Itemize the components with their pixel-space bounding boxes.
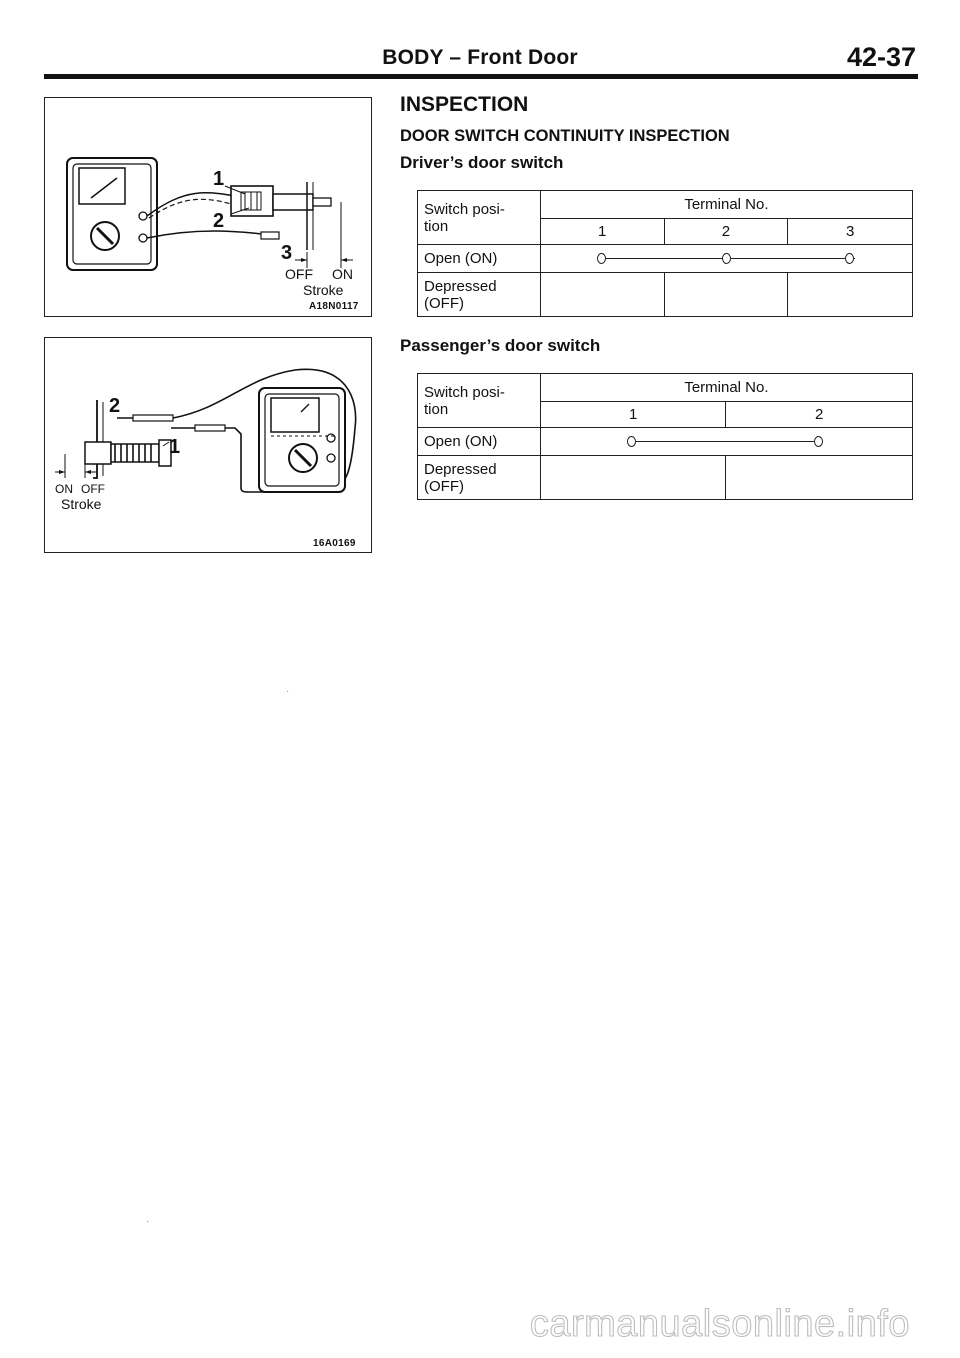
terminal-1-circle: [627, 436, 636, 447]
depressed-terminal-1: [540, 273, 664, 317]
subsection-title: DOOR SWITCH CONTINUITY INSPECTION: [400, 127, 730, 145]
terminal-1: 1: [540, 219, 664, 245]
continuity-line: [633, 441, 823, 442]
tester-illustration-2: [45, 338, 373, 554]
callout-2: 2: [213, 210, 225, 232]
figure-drivers-switch: [44, 97, 372, 317]
row-open-on: Open (ON): [418, 245, 541, 273]
callout-3: 3: [281, 242, 293, 264]
row-depressed-off: Depressed (OFF): [418, 273, 541, 317]
figure-code: 16A0169: [313, 538, 356, 549]
depressed-terminal-1: [540, 456, 726, 500]
terminal-2-circle: [814, 436, 823, 447]
figure-passengers-switch: [44, 337, 372, 553]
page-number: 42-37: [846, 42, 916, 72]
passengers-switch-table: [417, 373, 913, 500]
header-switch-position: Switch posi- tion: [418, 191, 541, 245]
on-label: ON: [55, 482, 73, 496]
depressed-terminal-2: [726, 456, 913, 500]
drivers-table-title: Driver’s door switch: [400, 153, 564, 172]
header-terminal-no: Terminal No.: [540, 191, 912, 219]
continuity-open-on: [540, 245, 912, 273]
terminal-1-circle: [597, 253, 606, 264]
off-label: OFF: [81, 482, 105, 496]
callout-2: 2: [109, 395, 121, 417]
scan-speck: ·: [286, 686, 290, 697]
stroke-label: Stroke: [61, 496, 102, 512]
terminal-2-circle: [722, 253, 731, 264]
scan-speck: ·: [146, 1216, 150, 1227]
figure-code: A18N0117: [309, 301, 359, 312]
depressed-terminal-2: [664, 273, 788, 317]
header-switch-position: Switch posi- tion: [418, 374, 541, 428]
section-title: INSPECTION: [400, 93, 529, 116]
terminal-3: 3: [788, 219, 913, 245]
row-depressed-off: Depressed (OFF): [418, 456, 541, 500]
callout-1: 1: [169, 436, 181, 458]
row-open-on: Open (ON): [418, 428, 541, 456]
terminal-1: 1: [540, 402, 726, 428]
header-terminal-no: Terminal No.: [540, 374, 912, 402]
callout-1: 1: [213, 168, 225, 190]
watermark-text: carmanualsonline.info: [529, 1303, 910, 1345]
on-label: ON: [332, 266, 353, 282]
terminal-2: 2: [726, 402, 913, 428]
passengers-table-title: Passenger’s door switch: [400, 336, 601, 355]
drivers-switch-table: [417, 190, 913, 317]
depressed-terminal-3: [788, 273, 913, 317]
terminal-3-circle: [845, 253, 854, 264]
continuity-open-on: [540, 428, 912, 456]
off-label: OFF: [285, 266, 313, 282]
page-title: BODY – Front Door: [382, 46, 578, 69]
terminal-2: 2: [664, 219, 788, 245]
header-rule: [44, 74, 918, 79]
stroke-label: Stroke: [303, 282, 344, 298]
